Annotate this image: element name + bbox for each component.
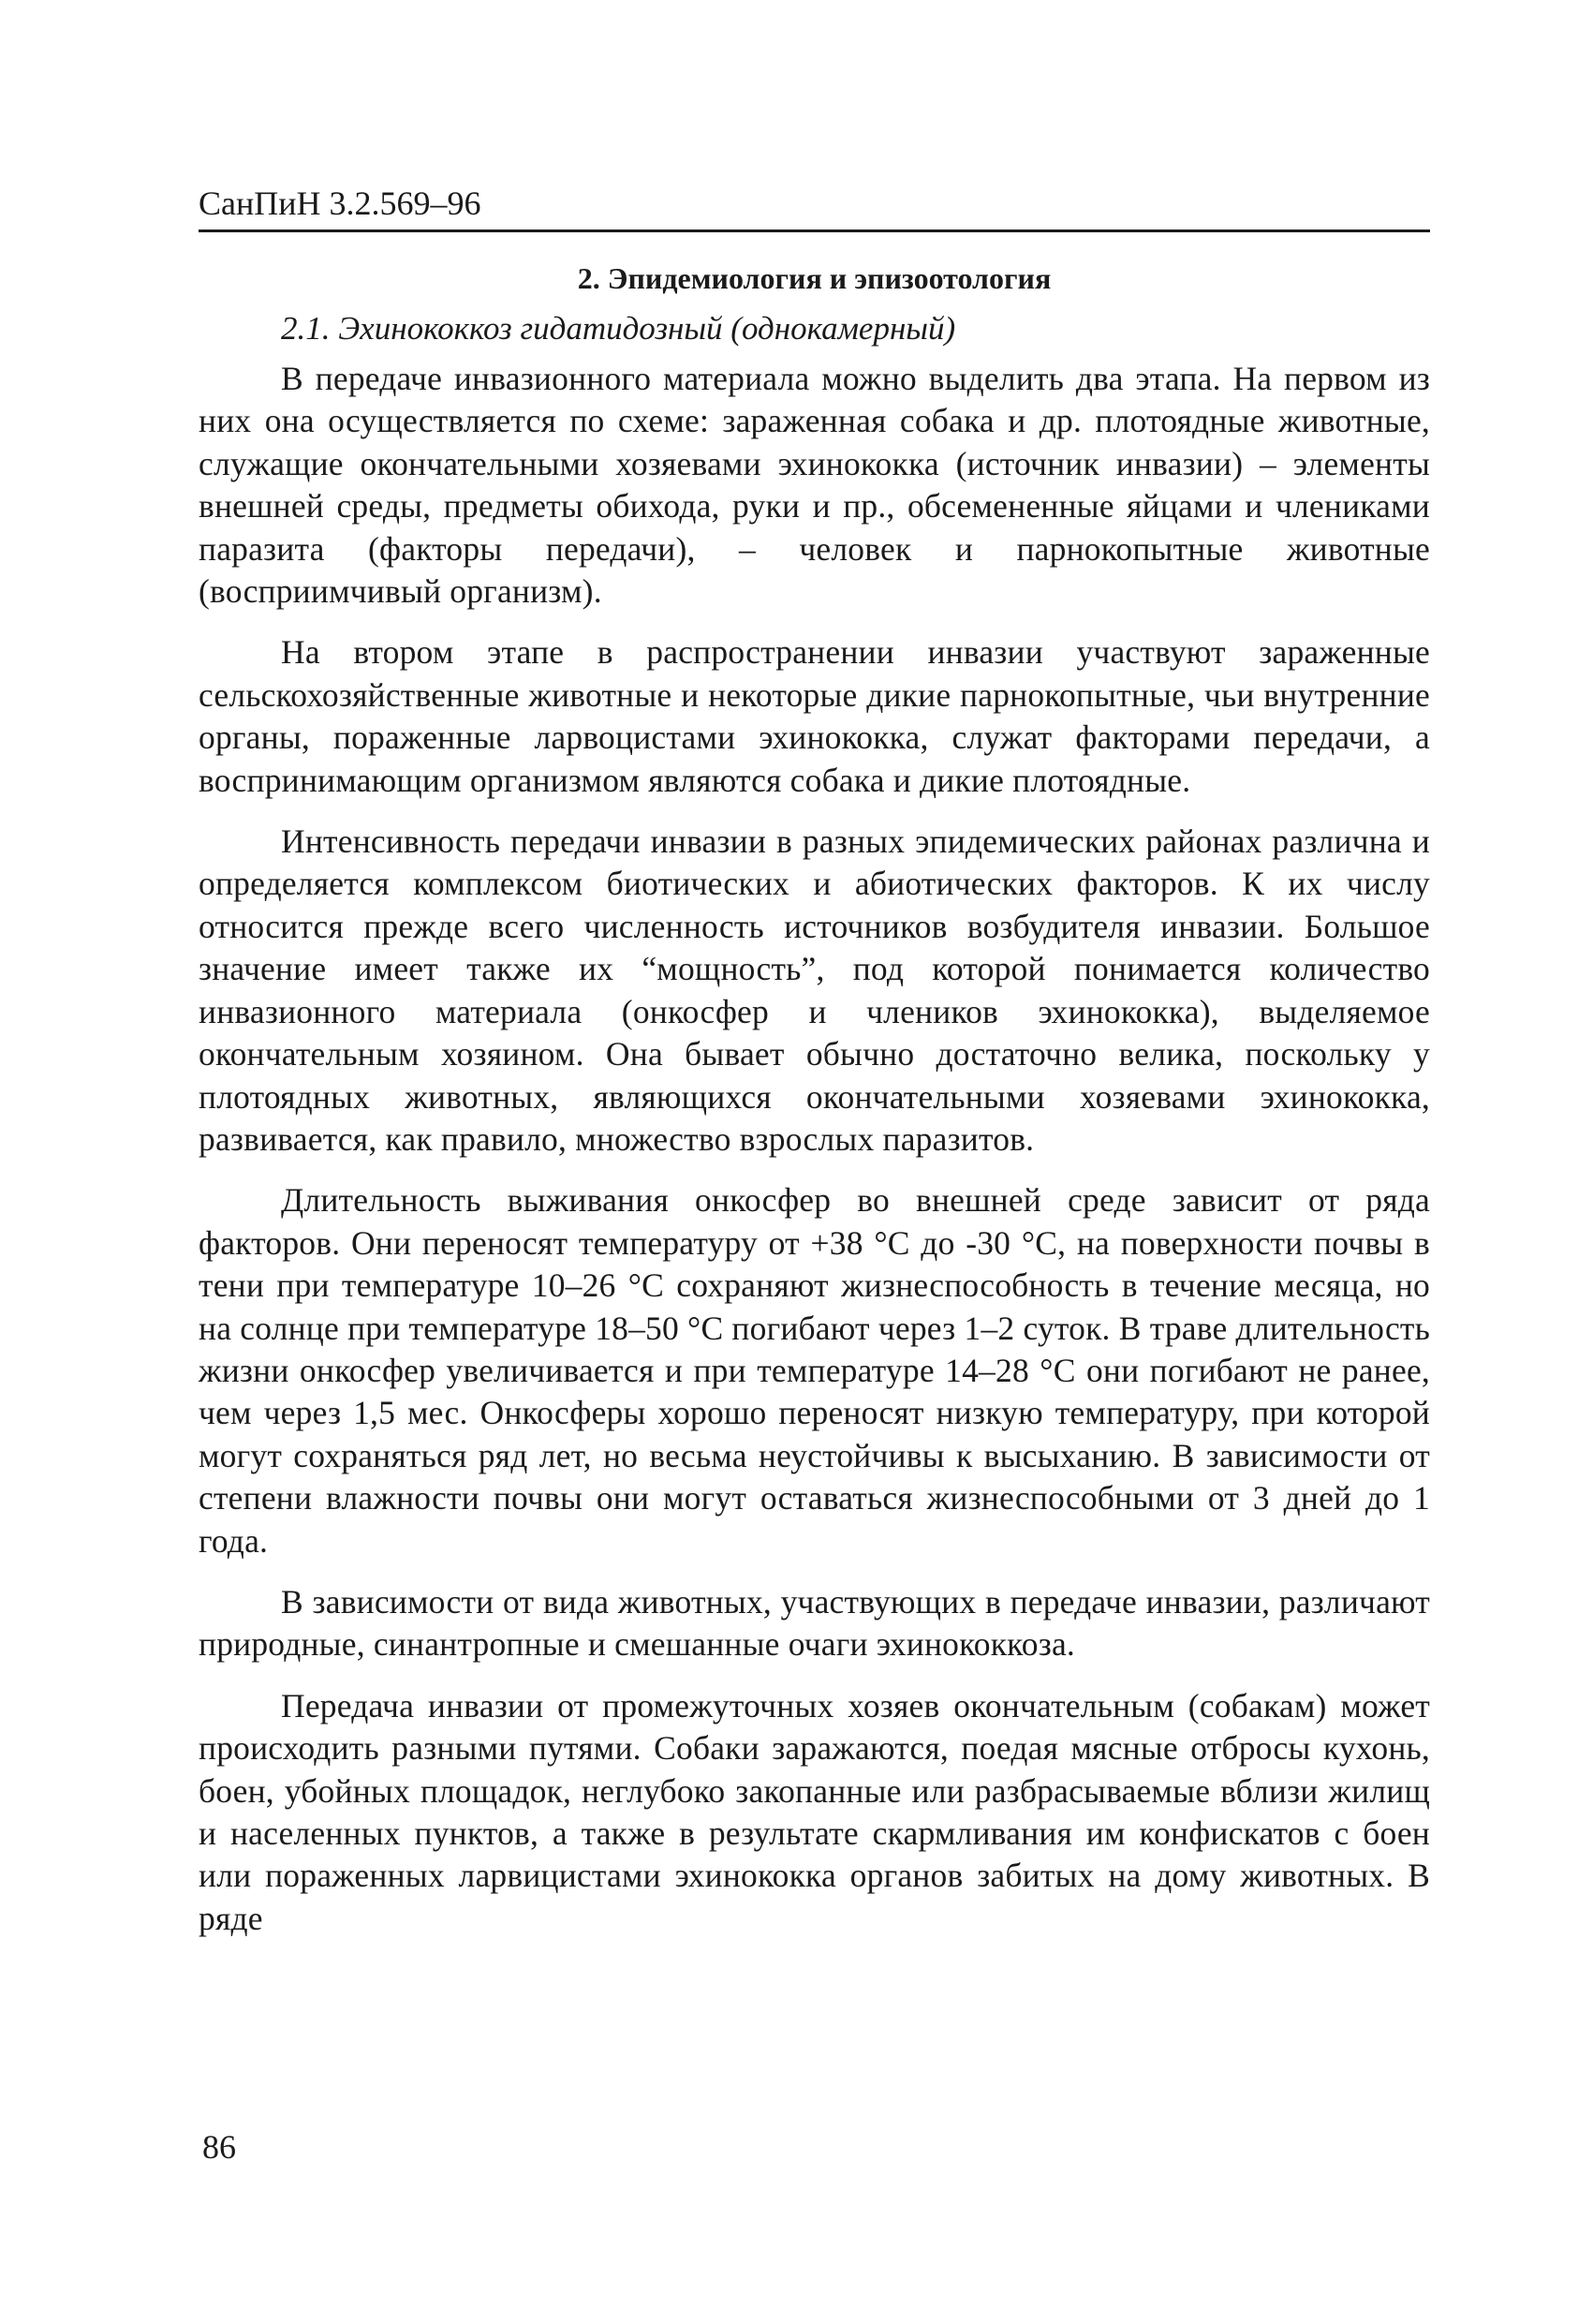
paragraph-oncosphere-survival: Длительность выживания онкосфер во внешней среде зависит от ряда факторов. Они переносят температуру от +38 °С до -30 °С, на поверхности почвы в тени при температуре 10–26 °С сохраняют жизнеспособность в течение месяца, но на солнце при температуре 18–50 °С погибают через 1–2 суток. В траве длительность жизни онкосфер увеличивается и при температуре 14–28 °С они погибают не ранее, чем через 1,5 мес. Онкосферы хорошо переносят низкую температуру, при которой могут сохраняться ряд лет, но весьма неустойчивы к высыханию. В зависимости от степени влажности почвы они могут оставаться жизнеспособными от 3 дней до 1 года. [199,1181,1430,1560]
paragraph-dog-infection-routes: Передача инвазии от промежуточных хозяев окончательным (собакам) может происходить разными путями. Собаки заражаются, поедая мясные отбросы кухонь, боен, убойных площадок, неглубоко закопанные или разбрасываемые вблизи жилищ и населенных пунктов, а также в результате скармливания им конфискатов с боен или пораженных ларвицистами эхинококка органов забитых на дому животных. В ряде [199,1686,1430,1937]
document-page [199,183,1430,1940]
paragraph-transmission-stage-one: В передаче инвазионного материала можно выделить два этапа. На первом из них она осуществляется по схеме: зараженная собака и др. плотоядные животные, служащие окончательными хозяевами эхинококка (источник инвазии) – элементы внешней среды, предметы обихода, руки и пр., обсемененные яйцами и члениками паразита (факторы передачи), – человек и парнокопытные животные (восприимчивый организм). [199,360,1430,611]
section-heading: 2. Эпидемиология и эпизоотология [577,261,1052,295]
running-header: СанПиН 3.2.569–96 [199,183,1430,232]
subsection-heading: 2.1. Эхинококкоз гидатидозный (однокамерный) [281,310,956,347]
paragraph-transmission-intensity: Интенсивность передачи инвазии в разных эпидемических районах различна и определяется комплексом биотических и абиотических факторов. К их числу относится прежде всего численность источников возбудителя инвазии. Большое значение имеет также их “мощность”, под которой понимается количество инвазионного материала (онкосфер и члеников эхинококка), выделяемое окончательным хозяином. Она бывает обычно достаточно велика, поскольку у плотоядных животных, являющихся окончательными хозяевами эхинококка, развивается, как правило, множество взрослых паразитов. [199,822,1430,1158]
paragraph-transmission-stage-two: На втором этапе в распространении инвазии участвуют зараженные сельскохозяйственные животные и некоторые дикие парнокопытные, чьи внутренние органы, пораженные ларвоцистами эхинококка, служат факторами передачи, а воспринимающим организмом являются собака и дикие плотоядные. [199,633,1430,799]
page-number: 86 [202,2128,236,2166]
paragraph-foci-types: В зависимости от вида животных, участвующих в передаче инвазии, различают природные, синантропные и смешанные очаги эхинококкоза. [199,1582,1430,1664]
